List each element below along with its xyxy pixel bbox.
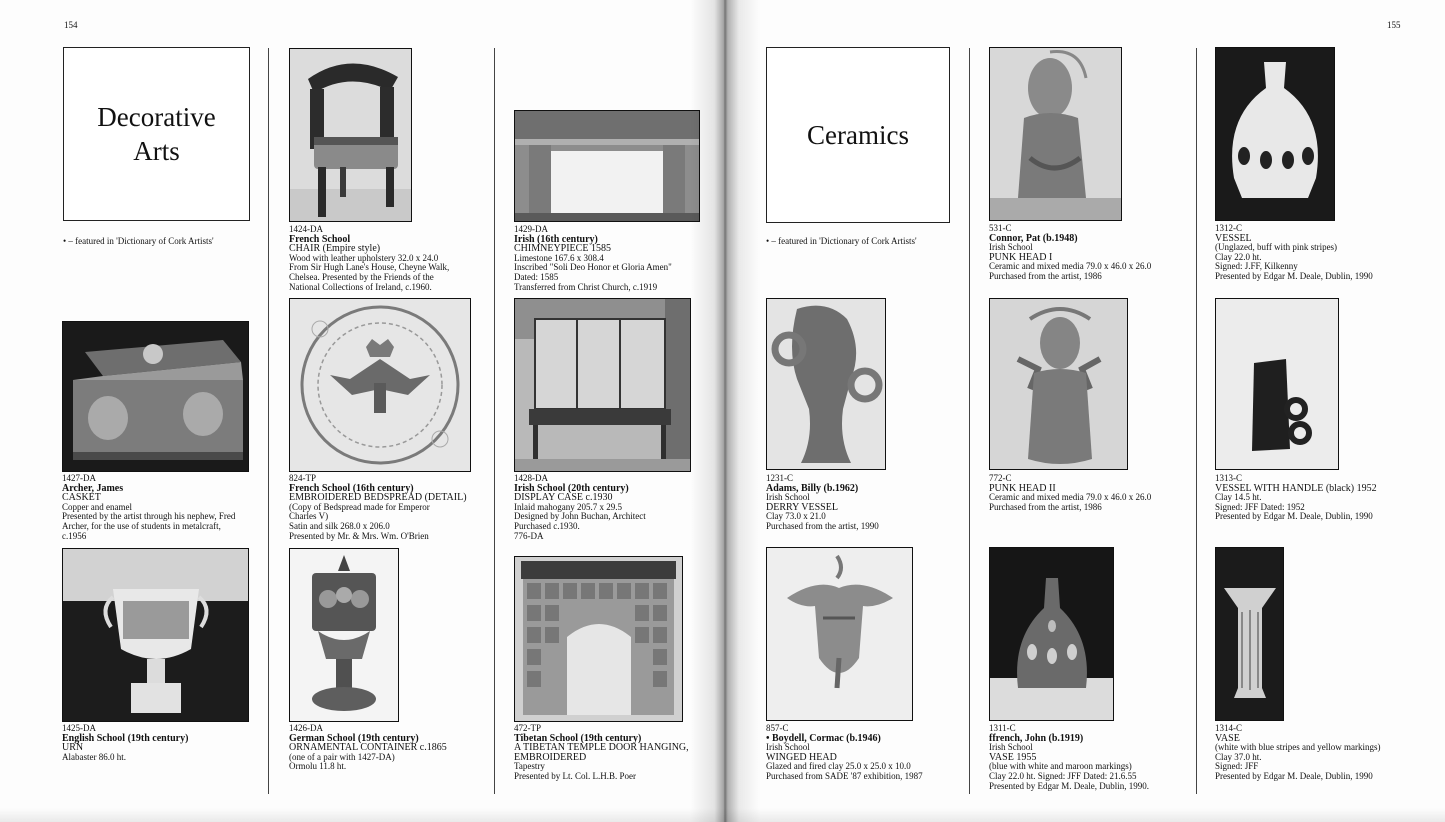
caption-line: Dated: 1585 <box>514 271 559 282</box>
caption-line: Clay 73.0 x 21.0 <box>766 511 826 522</box>
artist-name: Irish School (20th century) <box>514 482 629 494</box>
entry-caption <box>289 474 494 541</box>
section-title-box <box>63 47 250 221</box>
derry-vessel-photo <box>766 298 886 470</box>
caption-line: (one of a pair with 1427-DA) <box>289 751 395 762</box>
vessel-photo <box>1215 47 1335 221</box>
work-title: EMBROIDERED BEDSPREAD (DETAIL) <box>289 492 467 504</box>
work-title: CASKET <box>62 492 101 504</box>
tibetan-hanging-photo <box>514 556 683 722</box>
caption-line: Chelsea. Presented by the Friends of the <box>289 271 434 282</box>
caption-line: (Copy of Bedspread made for Emperor <box>289 501 430 512</box>
caption-line: Presented by the artist through his nephew, Fred <box>62 511 236 522</box>
caption-line: Irish School <box>989 242 1033 253</box>
catalogue-number: 1313-C <box>1215 473 1242 483</box>
work-title: URN <box>62 742 84 754</box>
page-bottom-shadow <box>0 808 1445 822</box>
caption-line: Irish School <box>766 492 810 503</box>
caption-line: Charles V) <box>289 511 329 522</box>
catalogue-number: 472-TP <box>514 723 541 733</box>
catalogue-number: 1312-C <box>1215 223 1242 233</box>
caption-line: Purchased from SADE '87 exhibition, 1987 <box>766 770 923 781</box>
caption-line: Inlaid mahogany 205.7 x 29.5 <box>514 501 622 512</box>
work-title: VASE <box>1215 732 1240 744</box>
catalogue-number: 1231-C <box>766 473 793 483</box>
work-title: PUNK HEAD I <box>989 251 1053 263</box>
page-number-right: 155 <box>1387 20 1401 30</box>
featured-note: • – featured in 'Dictionary of Cork Artists' <box>63 236 214 246</box>
section-title-box <box>766 47 950 223</box>
work-title: CHAIR (Empire style) <box>289 243 381 255</box>
caption-line: Satin and silk 268.0 x 206.0 <box>289 520 390 531</box>
caption-line: Archer, for the use of students in metalcraft, <box>62 520 221 531</box>
work-title: VASE 1955 <box>989 751 1037 763</box>
vase-white-photo <box>1215 547 1284 721</box>
entry-caption <box>514 225 719 292</box>
section-title-line: Arts <box>133 136 180 166</box>
artist-name: Archer, James <box>62 482 124 494</box>
artist-name: French School <box>289 233 351 245</box>
entry-caption <box>62 474 267 541</box>
vase-1955-photo <box>989 547 1114 721</box>
caption-line: Presented by Edgar M. Deale, Dublin, 1990 <box>1215 770 1373 781</box>
entry-caption <box>514 724 719 782</box>
entry-caption <box>989 474 1194 512</box>
work-title: PUNK HEAD II <box>989 482 1056 494</box>
caption-line: Wood with leather upholstery 32.0 x 24.0 <box>289 252 439 263</box>
section-title-line: Ceramics <box>807 120 909 150</box>
winged-head-photo <box>766 547 913 721</box>
column-divider <box>1196 48 1197 794</box>
catalogue-number: 857-C <box>766 723 789 733</box>
column-divider <box>494 48 495 794</box>
caption-line: Presented by Lt. Col. L.H.B. Poer <box>514 770 636 781</box>
caption-line: Clay 37.0 ht. <box>1215 751 1262 762</box>
caption-line: Transferred from Christ Church, c.1919 <box>514 281 658 292</box>
punk-head-ii-photo <box>989 298 1128 470</box>
page-number-left: 154 <box>64 20 78 30</box>
caption-line: Ceramic and mixed media 79.0 x 46.0 x 26.0 <box>989 492 1152 503</box>
catalogue-number: 1426-DA <box>289 723 323 733</box>
artist-name: Tibetan School (19th century) <box>514 732 642 744</box>
work-title: A TIBETAN TEMPLE DOOR HANGING, <box>514 742 689 754</box>
caption-line: (white with blue stripes and yellow markings) <box>1215 742 1381 753</box>
caption-line: Clay 22.0 ht. <box>1215 251 1262 262</box>
caption-line: 776-DA <box>514 530 544 541</box>
display-case-photo <box>514 298 691 472</box>
work-title: VESSEL WITH HANDLE (black) 1952 <box>1215 482 1377 494</box>
caption-line: Inscribed "Soli Deo Honor et Gloria Amen" <box>514 262 672 273</box>
artist-name: Adams, Billy (b.1962) <box>766 482 859 494</box>
entry-caption <box>766 724 971 782</box>
artist-name: French School (16th century) <box>289 482 414 494</box>
artist-name: German School (19th century) <box>289 732 419 744</box>
catalogue-number: 1427-DA <box>62 473 96 483</box>
entry-caption <box>289 225 494 292</box>
book-gutter-shadow <box>690 0 760 822</box>
catalogue-number: 772-C <box>989 473 1012 483</box>
caption-line: (Unglazed, buff with pink stripes) <box>1215 242 1338 253</box>
caption-line: Ormolu 11.8 ht. <box>289 761 347 772</box>
artist-name: Irish (16th century) <box>514 233 598 245</box>
artist-name: ffrench, John (b.1919) <box>989 732 1084 744</box>
column-divider <box>969 48 970 794</box>
chimneypiece-photo <box>514 110 700 222</box>
catalogue-number: 1425-DA <box>62 723 96 733</box>
work-title: DISPLAY CASE c.1930 <box>514 492 613 504</box>
caption-line: Purchased from the artist, 1986 <box>989 270 1102 281</box>
work-title: VESSEL <box>1215 232 1252 244</box>
caption-line: Irish School <box>766 742 810 753</box>
caption-line: Signed: JFF <box>1215 761 1259 772</box>
urn-photo <box>62 548 249 722</box>
work-title: DERRY VESSEL <box>766 501 838 513</box>
catalogue-number: 1428-DA <box>514 473 548 483</box>
caption-line: Alabaster 86.0 ht. <box>62 751 126 762</box>
entry-caption <box>989 724 1194 791</box>
caption-line: Ceramic and mixed media 79.0 x 46.0 x 26.0 <box>989 261 1152 272</box>
catalogue-number: 1424-DA <box>289 224 323 234</box>
catalogue-number: 1314-C <box>1215 723 1242 733</box>
caption-line: Clay 22.0 ht. Signed: JFF Dated: 21.6.55 <box>989 770 1137 781</box>
caption-line: Tapestry <box>514 761 545 772</box>
caption-line: (blue with white and maroon markings) <box>989 761 1132 772</box>
catalogue-number: 824-TP <box>289 473 316 483</box>
column-divider <box>268 48 269 794</box>
caption-line: National Collections of Ireland, c.1960. <box>289 281 432 292</box>
entry-caption <box>989 224 1194 282</box>
chair-photo <box>289 48 412 222</box>
work-title: CHIMNEYPIECE 1585 <box>514 243 611 255</box>
section-title-line: Decorative <box>97 102 216 132</box>
artist-name: • Boydell, Cormac (b.1946) <box>766 732 881 744</box>
caption-line: Glazed and fired clay 25.0 x 25.0 x 10.0 <box>766 761 911 772</box>
entry-caption <box>1215 724 1420 782</box>
entry-caption <box>514 474 719 541</box>
work-title: WINGED HEAD <box>766 751 837 763</box>
caption-line: Signed: J.FF, Kilkenny <box>1215 261 1298 272</box>
casket-photo <box>62 321 249 472</box>
caption-line: Presented by Edgar M. Deale, Dublin, 1990 <box>1215 270 1373 281</box>
featured-note: • – featured in 'Dictionary of Cork Artists' <box>766 236 917 246</box>
caption-line: Copper and enamel <box>62 501 132 512</box>
caption-line: Purchased from the artist, 1986 <box>989 501 1102 512</box>
caption-line: c.1956 <box>62 530 87 541</box>
entry-caption <box>1215 224 1420 282</box>
caption-line: Presented by Mr. & Mrs. Wm. O'Brien <box>289 530 429 541</box>
entry-caption <box>1215 474 1420 522</box>
right-page <box>722 0 1445 822</box>
bedspread-photo <box>289 298 471 472</box>
caption-line: From Sir Hugh Lane's House, Cheyne Walk, <box>289 262 450 273</box>
left-page <box>0 0 722 822</box>
caption-line: Purchased c.1930. <box>514 520 580 531</box>
vessel-with-handle-photo <box>1215 298 1339 470</box>
work-title: ORNAMENTAL CONTAINER c.1865 <box>289 742 447 754</box>
artist-name: Connor, Pat (b.1948) <box>989 232 1078 244</box>
caption-line: Clay 14.5 ht. <box>1215 492 1262 503</box>
ornamental-container-photo <box>289 548 399 722</box>
catalogue-number: 1311-C <box>989 723 1016 733</box>
caption-line: Signed: JFF Dated: 1952 <box>1215 501 1305 512</box>
caption-line: Limestone 167.6 x 308.4 <box>514 252 604 263</box>
catalogue-number: 531-C <box>989 223 1012 233</box>
caption-line: Presented by Edgar M. Deale, Dublin, 1990. <box>989 780 1149 791</box>
punk-head-i-photo <box>989 47 1122 221</box>
work-title: EMBROIDERED <box>514 751 587 763</box>
caption-line: Irish School <box>989 742 1033 753</box>
catalogue-number: 1429-DA <box>514 224 548 234</box>
caption-line: Presented by Edgar M. Deale, Dublin, 1990 <box>1215 511 1373 522</box>
caption-line: Purchased from the artist, 1990 <box>766 520 879 531</box>
entry-caption <box>766 474 971 532</box>
entry-caption <box>289 724 494 772</box>
artist-name: English School (19th century) <box>62 732 189 744</box>
caption-line: Designed by John Buchan, Architect <box>514 511 646 522</box>
entry-caption <box>62 724 267 762</box>
